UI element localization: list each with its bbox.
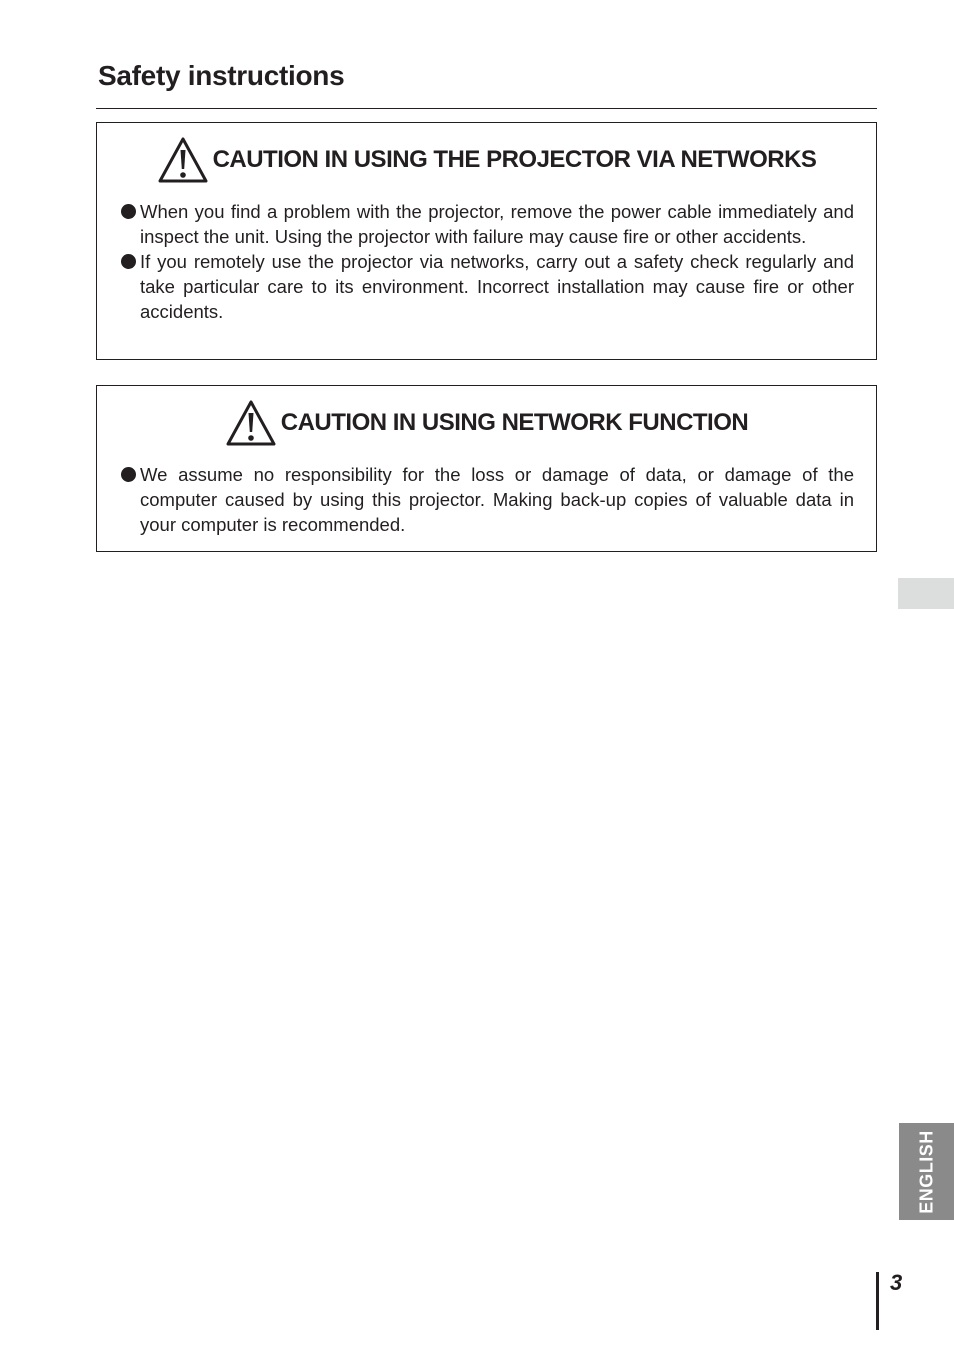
warning-triangle-icon	[225, 399, 277, 447]
warning-triangle-icon	[157, 136, 209, 184]
bullet-text: If you remotely use the projector via networks, carry out a safety check regularly and take particular care to its environment. Incorrect installation may cause fire or other accidents.	[140, 251, 854, 322]
page-number: 3	[890, 1270, 903, 1295]
page-number-divider	[876, 1272, 879, 1330]
caution-bullet-list	[119, 199, 854, 324]
caution-box-projector-networks	[96, 122, 877, 360]
list-item	[119, 199, 854, 249]
list-item	[119, 462, 854, 537]
title-divider	[96, 108, 877, 109]
side-index-tab	[898, 578, 954, 609]
bullet-text: When you find a problem with the projector, remove the power cable immediately and inspect the unit. Using the projector with failure may cause fire or other accidents.	[140, 201, 854, 247]
bullet-icon	[121, 254, 136, 269]
caution-heading	[97, 135, 876, 185]
caution-heading-text: CAUTION IN USING THE PROJECTOR VIA NETWORKS	[212, 146, 817, 173]
caution-heading-text: CAUTION IN USING NETWORK FUNCTION	[280, 409, 749, 436]
list-item	[119, 249, 854, 324]
language-tab	[899, 1123, 954, 1220]
bullet-text: We assume no responsibility for the loss or damage of data, or damage of the computer caused by using this projector. Making back-up copies of valuable data in your computer is recommended.	[140, 464, 854, 535]
page-title: Safety instructions	[98, 60, 345, 91]
caution-heading	[97, 398, 876, 448]
bullet-icon	[121, 204, 136, 219]
caution-bullet-list	[119, 462, 854, 537]
caution-box-network-function	[96, 385, 877, 552]
bullet-icon	[121, 467, 136, 482]
language-tab-label: ENGLISH	[916, 1129, 936, 1214]
